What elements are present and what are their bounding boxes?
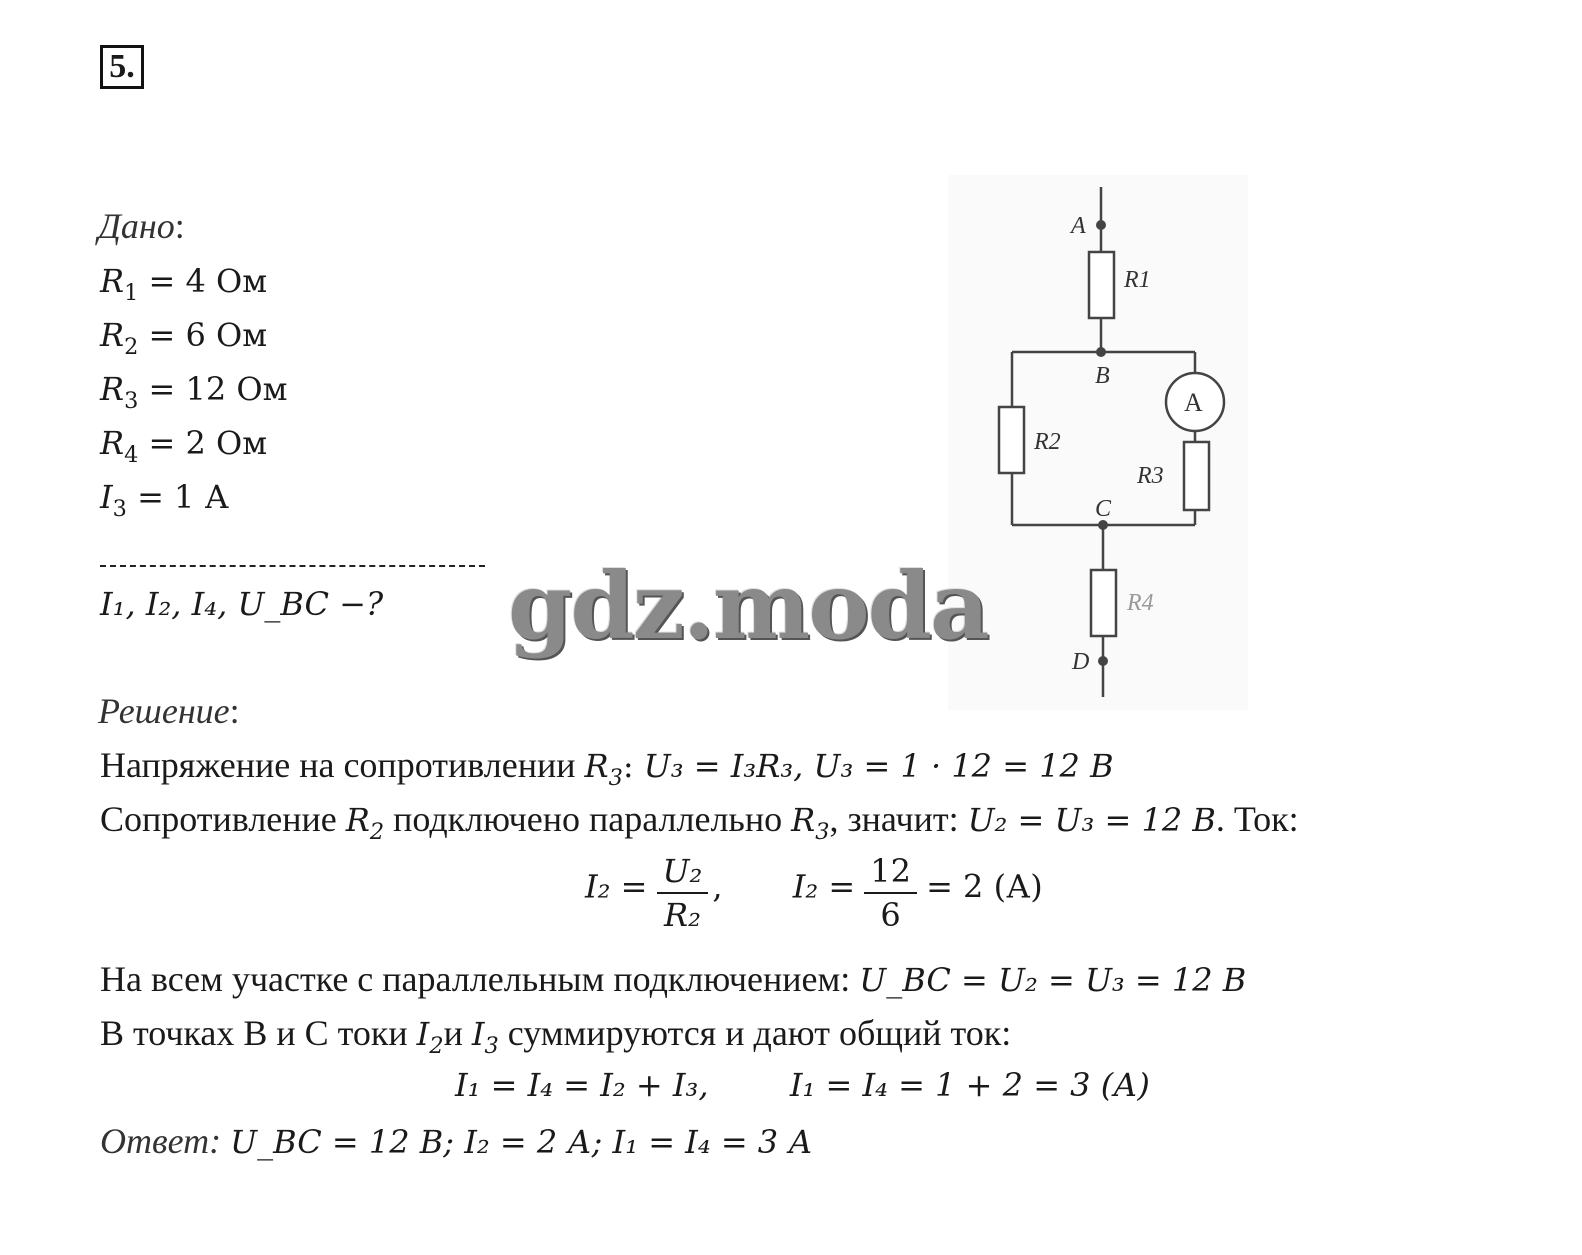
solution-line-2: Сопротивление $R_2$ подключено параллельно $R_3$, значит: U₂ = U₃ = 12 В. Ток: <box>100 799 1299 845</box>
answer-line: Ответ: U_BC = 12 В; I₂ = 2 А; I₁ = I₄ = 3 А <box>100 1121 813 1161</box>
given-i3: $I_3 = 1$ А <box>100 478 229 522</box>
node-b-dot <box>1096 347 1106 357</box>
separator-line <box>100 565 485 567</box>
fraction-12-6: $\frac{12}{6}$ <box>864 852 917 934</box>
solution-line-3: На всем участке с параллельным подключением: U_BC = U₂ = U₃ = 12 В <box>100 959 1247 999</box>
equation-total-current: I₁ = I₄ = I₂ + I₃, I₁ = I₄ = 1 + 2 = 3 (А) <box>455 1066 1150 1104</box>
r3-label: R3 <box>1137 463 1164 489</box>
given-r1: $R_1 = 4$ Ом <box>100 262 268 306</box>
node-a-dot <box>1096 220 1106 230</box>
circuit-diagram <box>948 175 1248 710</box>
r2-label: R2 <box>1034 429 1061 455</box>
node-a-label: A <box>1071 213 1086 239</box>
given-r2: $R_2 = 6$ Ом <box>100 316 268 360</box>
node-d-dot <box>1098 656 1108 666</box>
ammeter-label: A <box>1184 388 1203 417</box>
solution-title: Решение: <box>98 691 240 731</box>
node-b-label: B <box>1095 363 1110 389</box>
equation-current-i2: I₂ = $\frac{\text{U₂}}{\text{R₂}}$ , I₂ = $\frac{12}{6}$ = 2 (А) <box>585 852 1043 934</box>
solution-line-4: В точках B и C токи $I_2и$ $I_3$ суммируются и дают общий ток: <box>100 1013 1012 1059</box>
r4-label: R4 <box>1127 590 1154 616</box>
node-d-label: D <box>1072 649 1090 675</box>
given-title: Дано: <box>98 206 185 246</box>
solution-line-1: Напряжение на сопротивлении $R_3$: U₃ = I₃R₃, U₃ = 1 · 12 = 12 В <box>100 745 1114 791</box>
fraction-u2-r2: $\frac{\text{U₂}}{\text{R₂}}$ <box>657 852 709 934</box>
given-r4: $R_4 = 2$ Ом <box>100 424 268 468</box>
given-r3: $R_3 = 12$ Ом <box>100 370 288 414</box>
r1-label: R1 <box>1124 267 1151 293</box>
node-c-label: C <box>1095 496 1112 522</box>
watermark-logo: gdz.moda <box>508 552 988 660</box>
task-number: 5. <box>100 45 144 89</box>
find-line: I₁, I₂, I₄, U_BC −? <box>100 585 384 623</box>
